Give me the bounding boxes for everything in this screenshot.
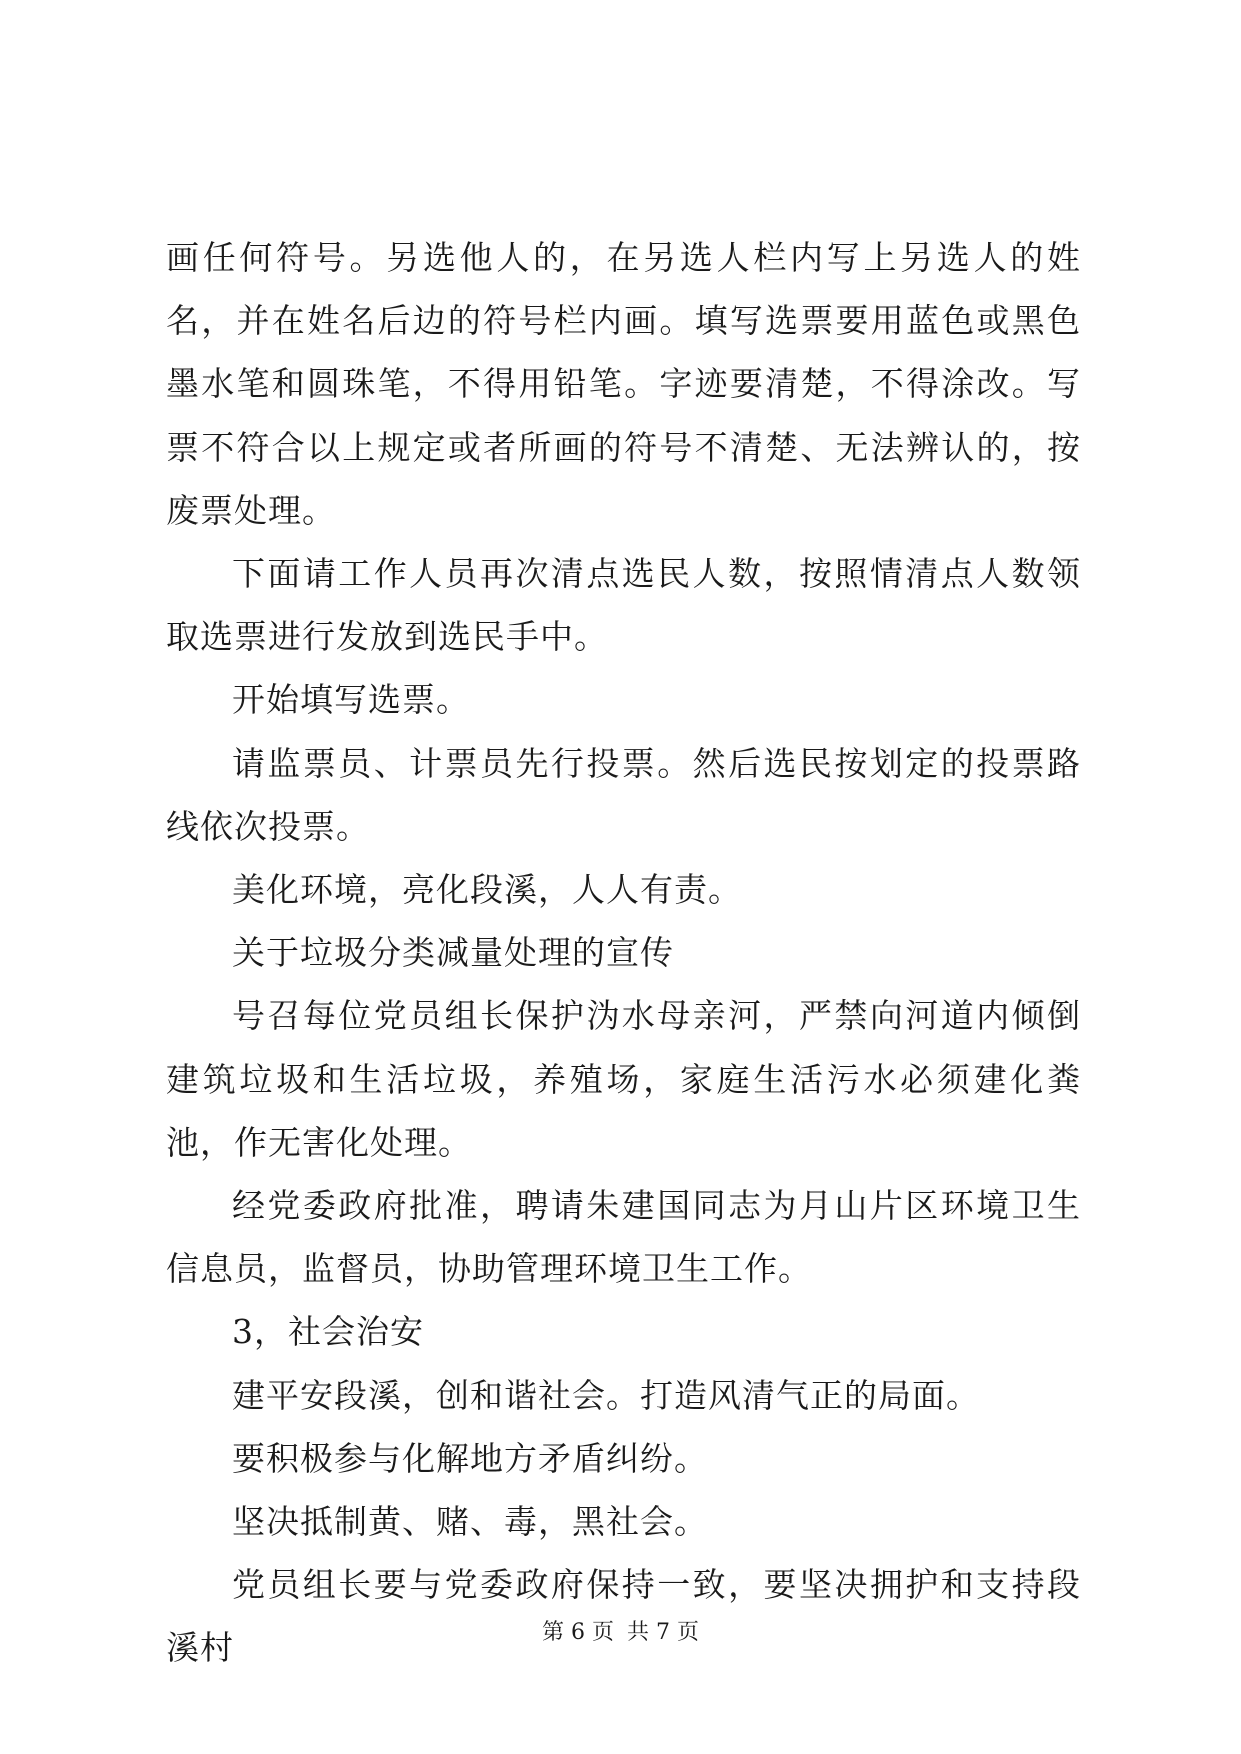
page-total: 共 7 页 — [627, 1620, 699, 1645]
paragraph: 坚决抵制黄、赌、毒，黑社会。 — [232, 1502, 708, 1542]
paragraph: 美化环境，亮化段溪，人人有责。 — [232, 870, 742, 910]
section-heading: 3，社会治安 — [232, 1312, 424, 1352]
paragraph: 请监票员、计票员先行投票。然后选民按划定的投票路线依次投票。 — [166, 743, 1081, 846]
document-body — [166, 226, 1081, 1680]
paragraph: 经党委政府批准，聘请朱建国同志为月山片区环境卫生信息员，监督员，协助管理环境卫生工作。 — [166, 1186, 1081, 1289]
paragraph: 画任何符号。另选他人的，在另选人栏内写上另选人的姓名，并在姓名后边的符号栏内画。填写选票要用蓝色或黑色墨水笔和圆珠笔，不得用铅笔。字迹要清楚，不得涂改。写票不符合以上规定或者所画的符号不清楚、无法辨认的，按废票处理。 — [166, 238, 1081, 530]
paragraph: 关于垃圾分类减量处理的宣传 — [232, 933, 674, 973]
paragraph: 党员组长要与党委政府保持一致，要坚决拥护和支持段溪村 — [166, 1565, 1081, 1668]
page-footer — [0, 1618, 1241, 1648]
paragraph: 号召每位党员组长保护沩水母亲河，严禁向河道内倾倒建筑垃圾和生活垃圾，养殖场，家庭生活污水必须建化粪池，作无害化处理。 — [166, 996, 1081, 1162]
paragraph: 下面请工作人员再次清点选民人数，按照情清点人数领取选票进行发放到选民手中。 — [166, 554, 1081, 657]
paragraph: 开始填写选票。 — [232, 680, 470, 720]
paragraph: 建平安段溪，创和谐社会。打造风清气正的局面。 — [232, 1375, 980, 1415]
paragraph: 要积极参与化解地方矛盾纠纷。 — [232, 1438, 708, 1478]
page-number: 第 6 页 — [542, 1620, 614, 1645]
